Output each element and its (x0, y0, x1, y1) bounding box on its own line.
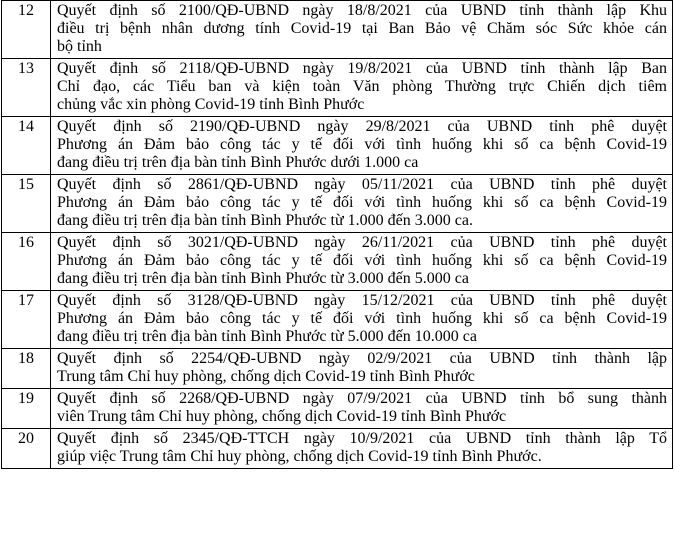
table-row (2, 389, 673, 429)
decision-description (51, 1, 673, 59)
row-number: 13 (2, 59, 51, 117)
table-row (2, 117, 673, 175)
description-line: Chỉ đạo, các Tiểu ban và kiện toàn Văn phòng Thường trực Chiến dịch tiêm (57, 78, 667, 95)
row-number: 16 (2, 233, 51, 291)
table-row (2, 175, 673, 233)
decision-description (51, 429, 673, 469)
row-number: 20 (2, 429, 51, 469)
description-line: Phương án Đảm bảo công tác y tế đối với tình huống khi số ca bệnh Covid-19 (57, 136, 667, 153)
table-row (2, 349, 673, 389)
decision-description (51, 233, 673, 291)
description-line: đang điều trị trên địa bàn tỉnh Bình Phước dưới 1.000 ca (57, 154, 419, 171)
table-row (2, 59, 673, 117)
description-line: đang điều trị trên địa bàn tỉnh Bình Phước từ 5.000 đến 10.000 ca (57, 328, 477, 345)
description-line: Trung tâm Chỉ huy phòng, chống dịch Covid-19 tỉnh Bình Phước (57, 368, 475, 385)
decision-description (51, 175, 673, 233)
description-line: Quyết định số 2190/QĐ-UBND ngày 29/8/2021 của UBND tỉnh phê duyệt (57, 118, 667, 135)
description-line: giúp việc Trung tâm Chỉ huy phòng, chống dịch Covid-19 tỉnh Bình Phước. (57, 448, 542, 465)
description-line: viên Trung tâm Chỉ huy phòng, chống dịch Covid-19 tỉnh Bình Phước (57, 408, 507, 425)
description-line: chủng vắc xin phòng Covid-19 tỉnh Bình Phước (57, 96, 365, 113)
description-line: Phương án Đảm bảo công tác y tế đối với tình huống khi số ca bệnh Covid-19 (57, 194, 667, 211)
description-line: đang điều trị trên địa bàn tỉnh Bình Phước từ 1.000 đến 3.000 ca. (57, 212, 473, 229)
description-line: bộ tỉnh (57, 38, 102, 55)
decision-description (51, 59, 673, 117)
table-row (2, 291, 673, 349)
table-row (2, 429, 673, 469)
decision-description (51, 389, 673, 429)
row-number: 14 (2, 117, 51, 175)
decision-description (51, 291, 673, 349)
decision-description (51, 349, 673, 389)
description-line: Quyết định số 2118/QĐ-UBND ngày 19/8/2021 của UBND tỉnh thành lập Ban (57, 60, 667, 77)
row-number: 17 (2, 291, 51, 349)
decision-description (51, 117, 673, 175)
description-line: Quyết định số 2345/QĐ-TTCH ngày 10/9/2021 của UBND tỉnh thành lập Tổ (57, 430, 667, 447)
description-line: Phương án Đảm bảo công tác y tế đối với tình huống khi số ca bệnh Covid-19 (57, 310, 667, 327)
description-line: Quyết định số 2861/QĐ-UBND ngày 05/11/2021 của UBND tỉnh phê duyệt (57, 176, 667, 193)
description-line: đang điều trị trên địa bàn tỉnh Bình Phước từ 3.000 đến 5.000 ca (57, 270, 469, 287)
decisions-table (1, 0, 673, 469)
row-number: 12 (2, 1, 51, 59)
description-line: điều trị bệnh nhân dương tính Covid-19 tại Ban Bảo vệ Chăm sóc Sức khỏe cán (57, 20, 667, 37)
description-line: Quyết định số 2100/QĐ-UBND ngày 18/8/2021 của UBND tỉnh thành lập Khu (57, 2, 667, 19)
row-number: 19 (2, 389, 51, 429)
description-line: Quyết định số 3021/QĐ-UBND ngày 26/11/2021 của UBND tỉnh phê duyệt (57, 234, 667, 251)
row-number: 15 (2, 175, 51, 233)
table-row (2, 1, 673, 59)
row-number: 18 (2, 349, 51, 389)
decisions-table-body (2, 1, 673, 469)
description-line: Quyết định số 2268/QĐ-UBND ngày 07/9/2021 của UBND tỉnh bổ sung thành (57, 390, 667, 407)
description-line: Quyết định số 2254/QĐ-UBND ngày 02/9/2021 của UBND tỉnh thành lập (57, 350, 667, 367)
description-line: Quyết định số 3128/QĐ-UBND ngày 15/12/2021 của UBND tỉnh phê duyệt (57, 292, 667, 309)
table-row (2, 233, 673, 291)
description-line: Phương án Đảm bảo công tác y tế đối với tình huống khi số ca bệnh Covid-19 (57, 252, 667, 269)
